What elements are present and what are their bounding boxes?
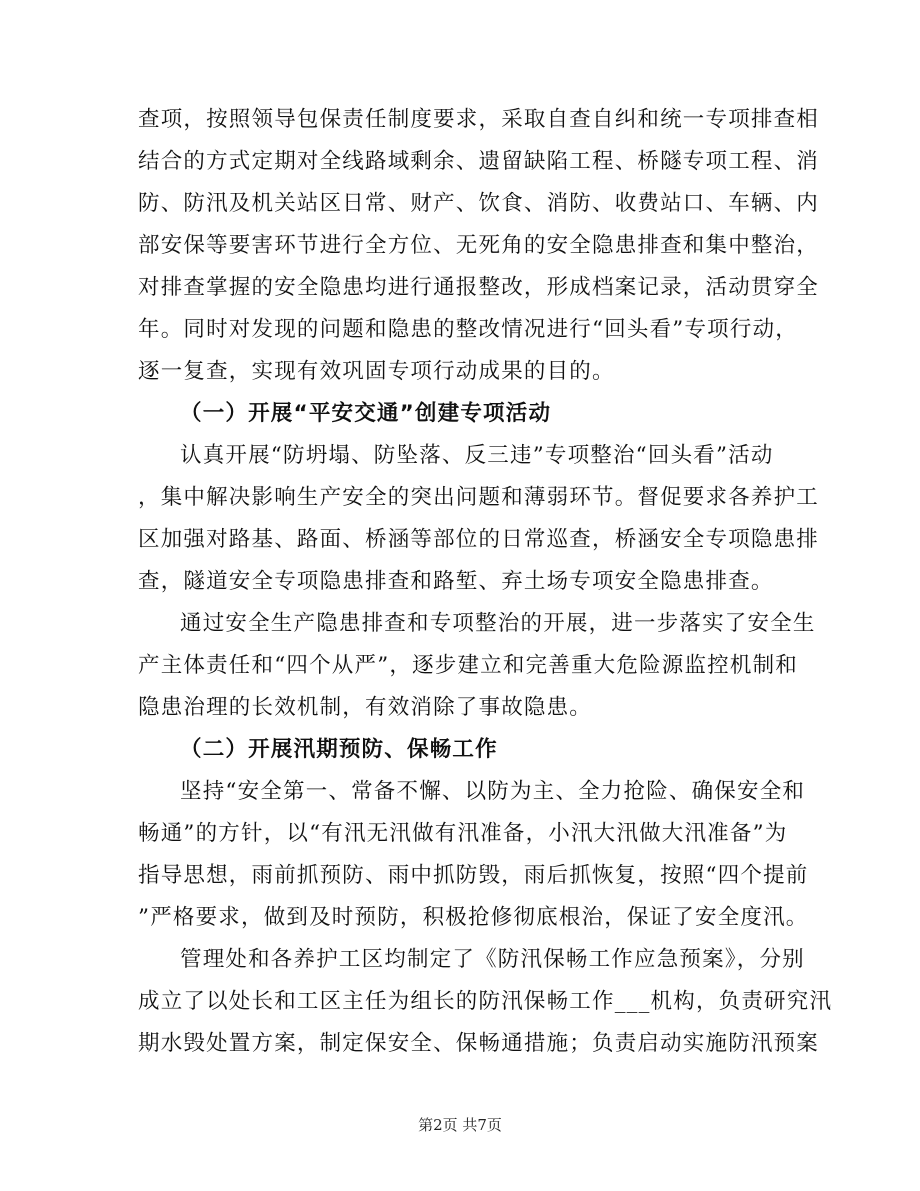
paragraph-first-line: 管理处和各养护工区均制定了《防汛保畅工作应急预案》，分别 [180,947,805,972]
body-line: 区加强对路基、路面、桥涵等部位的日常巡查，桥涵安全专项隐患排 [138,527,820,552]
page-number-footer: 第2页 共7页 [418,1116,502,1134]
paragraph-first-line: 认真开展“防坍塌、防坠落、反三违”专项整治“回头看”活动 [180,443,774,468]
body-line: 隐患治理的长效机制，有效消除了事故隐患。 [138,695,593,720]
body-line: 部安保等要害环节进行全方位、无死角的安全隐患排查和集中整治， [138,233,820,258]
body-line: 查项，按照领导包保责任制度要求，采取自查自纠和统一专项排查相 [138,107,820,132]
body-line: 畅通”的方针，以“有汛无汛做有汛准备，小汛大汛做大汛准备”为 [138,821,788,846]
body-line: 防、防汛及机关站区日常、财产、饮食、消防、收费站口、车辆、内 [138,191,820,216]
body-line: 对排查掌握的安全隐患均进行通报整改，形成档案记录，活动贯穿全 [138,275,820,300]
body-line: 年。同时对发现的问题和隐患的整改情况进行“回头看”专项行动， [138,317,798,342]
body-line: 结合的方式定期对全线路域剩余、遗留缺陷工程、桥隧专项工程、消 [138,149,820,174]
paragraph-first-line: 通过安全生产隐患排查和专项整治的开展，进一步落实了安全生 [180,611,816,636]
body-line: 逐一复查，实现有效巩固专项行动成果的目的。 [138,359,615,384]
body-line: 指导思想，雨前抓预防、雨中抓防毁，雨后抓恢复，按照“四个提前 [138,863,809,888]
paragraph-first-line: 坚持“安全第一、常备不懈、以防为主、全力抢险、确保安全和 [180,779,806,804]
body-line: 产主体责任和“四个从严”，逐步建立和完善重大危险源监控机制和 [138,653,798,678]
body-line: 成立了以处长和工区主任为组长的防汛保畅工作___机构，负责研究汛 [138,989,833,1014]
body-line: ，集中解决影响生产安全的突出问题和薄弱环节。督促要求各养护工 [138,485,820,510]
body-line: ”严格要求，做到及时预防，积极抢修彻底根治，保证了安全度汛。 [138,905,809,930]
body-line: 查，隧道安全专项隐患排查和路堑、弃土场专项安全隐患排查。 [138,569,774,594]
section-heading: （一）开展“平安交通”创建专项活动 [180,401,552,426]
body-line: 期水毁处置方案，制定保安全、保畅通措施；负责启动实施防汛预案 [138,1031,820,1056]
section-heading: （二）开展汛期预防、保畅工作 [180,737,498,762]
